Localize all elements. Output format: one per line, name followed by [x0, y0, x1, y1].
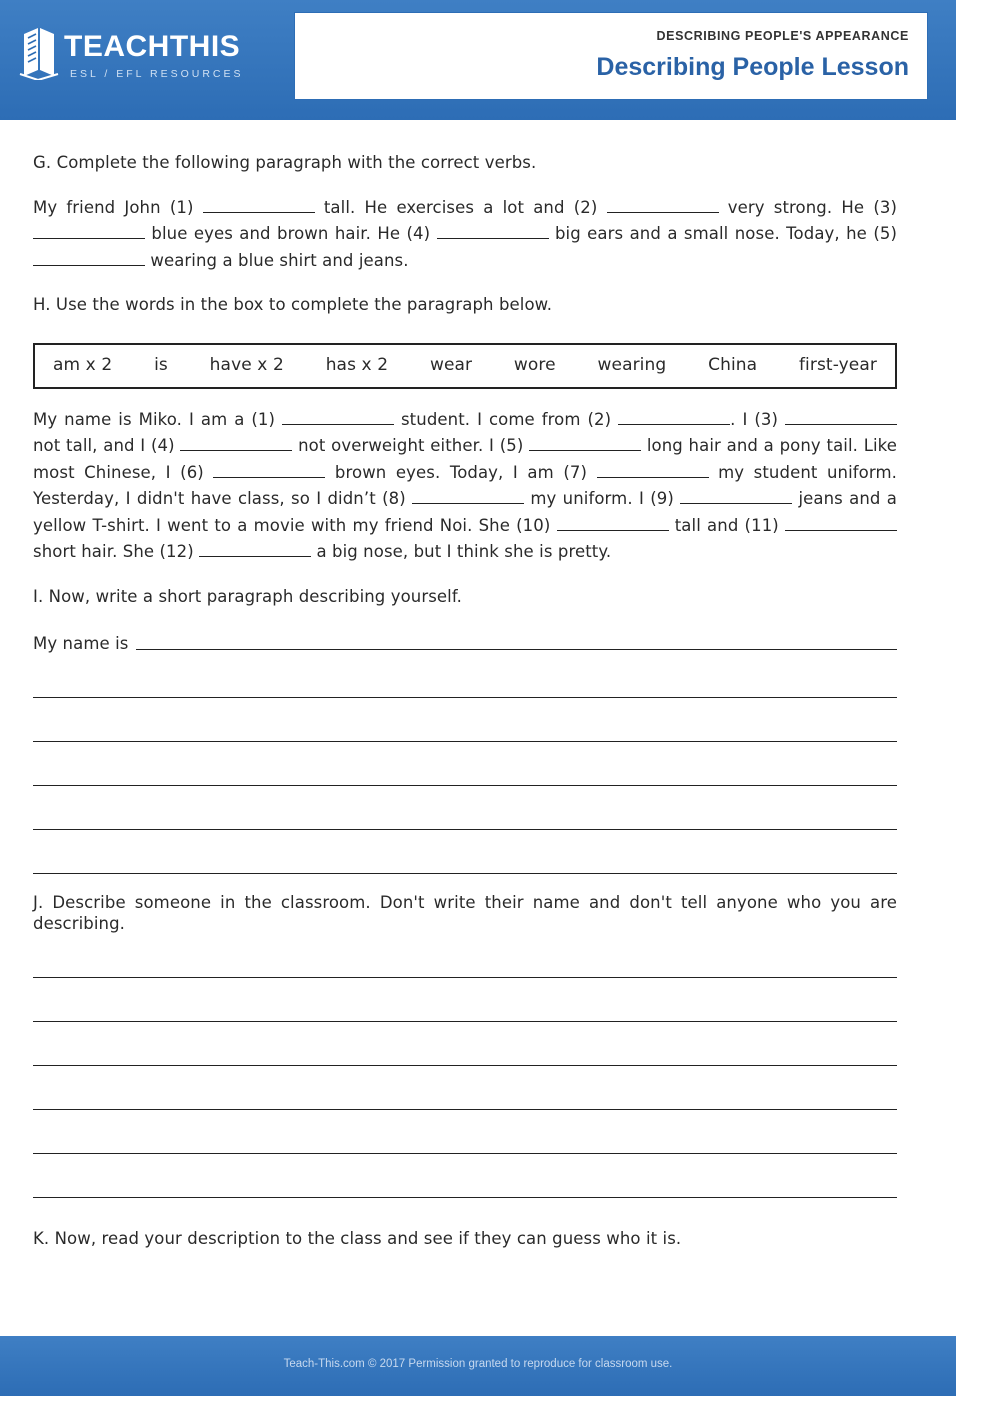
blank-h12[interactable]	[199, 542, 311, 557]
blank-g2[interactable]	[607, 198, 719, 213]
answer-line[interactable]	[33, 698, 897, 742]
blank-h3[interactable]	[785, 410, 897, 425]
section-h-paragraph: My name is Miko. I am a (1) student. I come from (2) . I (3) not tall, and I (4) not overweight either. I (5) long hair and a pony tail. Like most Chinese, I (6) brown eyes. Today, I am (7) my student uniform. Yesterday, I didn't have class, so I didn’t (8) my uniform. I (9) jeans and a yellow T-shirt. I went to a movie with my friend Noi. She (10) tall and (11) short hair. She (12) a big nose, but I think she is pretty.	[33, 409, 898, 561]
blank-h7[interactable]	[597, 463, 709, 478]
footer-band	[0, 1336, 956, 1396]
answer-line[interactable]	[33, 742, 897, 786]
section-k-instruction: K. Now, read your description to the class and see if they can guess who it is.	[33, 1229, 682, 1248]
word-box-item: have x 2	[209, 355, 284, 376]
word-box	[33, 343, 897, 389]
copyright-text: Teach-This.com © 2017 Permission granted to reproduce for classroom use.	[283, 1358, 673, 1370]
section-i-instruction: I. Now, write a short paragraph describing yourself.	[33, 586, 462, 606]
book-icon	[18, 24, 60, 80]
answer-line[interactable]	[33, 978, 897, 1022]
blank-g1[interactable]	[203, 198, 315, 213]
blank-g3[interactable]	[33, 224, 145, 239]
answer-line[interactable]	[33, 934, 897, 978]
word-box-item: wear	[429, 355, 473, 376]
word-box-item: wore	[513, 355, 556, 376]
word-box-item: wearing	[597, 355, 667, 376]
section-j-instruction: J. Describe someone in the classroom. Don't write their name and don't tell anyone who you are describing.	[33, 893, 897, 933]
logo-text: TEACHTHIS	[64, 30, 241, 63]
blank-h8[interactable]	[412, 489, 524, 504]
answer-line[interactable]	[136, 648, 897, 650]
worksheet-kicker: DESCRIBING PEOPLE'S APPEARANCE	[656, 29, 909, 43]
worksheet-title: Describing People Lesson	[596, 53, 909, 81]
title-box	[294, 12, 928, 100]
word-box-item: China	[708, 355, 758, 376]
answer-line[interactable]	[33, 830, 897, 874]
section-g-instruction: G. Complete the following paragraph with the correct verbs.	[33, 153, 537, 172]
blank-h11[interactable]	[785, 516, 897, 531]
word-box-item: first-year	[798, 355, 877, 376]
teachthis-logo	[18, 24, 278, 84]
blank-h6[interactable]	[213, 463, 325, 478]
answer-line[interactable]	[33, 1066, 897, 1110]
answer-line[interactable]	[33, 1154, 897, 1198]
my-name-label: My name is	[33, 634, 129, 653]
word-box-item: has x 2	[325, 355, 389, 376]
worksheet-content	[33, 150, 897, 1253]
header-band	[0, 0, 956, 120]
blank-h10[interactable]	[557, 516, 669, 531]
blank-h4[interactable]	[180, 436, 292, 451]
logo-subtitle: ESL / EFL RESOURCES	[70, 68, 244, 80]
blank-g4[interactable]	[437, 224, 549, 239]
answer-line[interactable]	[33, 1022, 897, 1066]
my-name-line[interactable]	[33, 610, 897, 654]
answer-line[interactable]	[33, 786, 897, 830]
section-g-paragraph: My friend John (1) tall. He exercises a lot and (2) very strong. He (3) blue eyes and brown hair. He (4) big ears and a small nose. Today, he (5) wearing a blue shirt and jeans.	[33, 197, 897, 270]
blank-h9[interactable]	[680, 489, 792, 504]
blank-h5[interactable]	[529, 436, 641, 451]
blank-g5[interactable]	[33, 251, 145, 266]
section-h-instruction: H. Use the words in the box to complete the paragraph below.	[33, 295, 553, 314]
word-box-item: is	[154, 355, 168, 376]
word-box-item: am x 2	[53, 355, 113, 376]
answer-line[interactable]	[33, 654, 897, 698]
blank-h1[interactable]	[282, 410, 394, 425]
blank-h2[interactable]	[618, 410, 730, 425]
answer-line[interactable]	[33, 1110, 897, 1154]
